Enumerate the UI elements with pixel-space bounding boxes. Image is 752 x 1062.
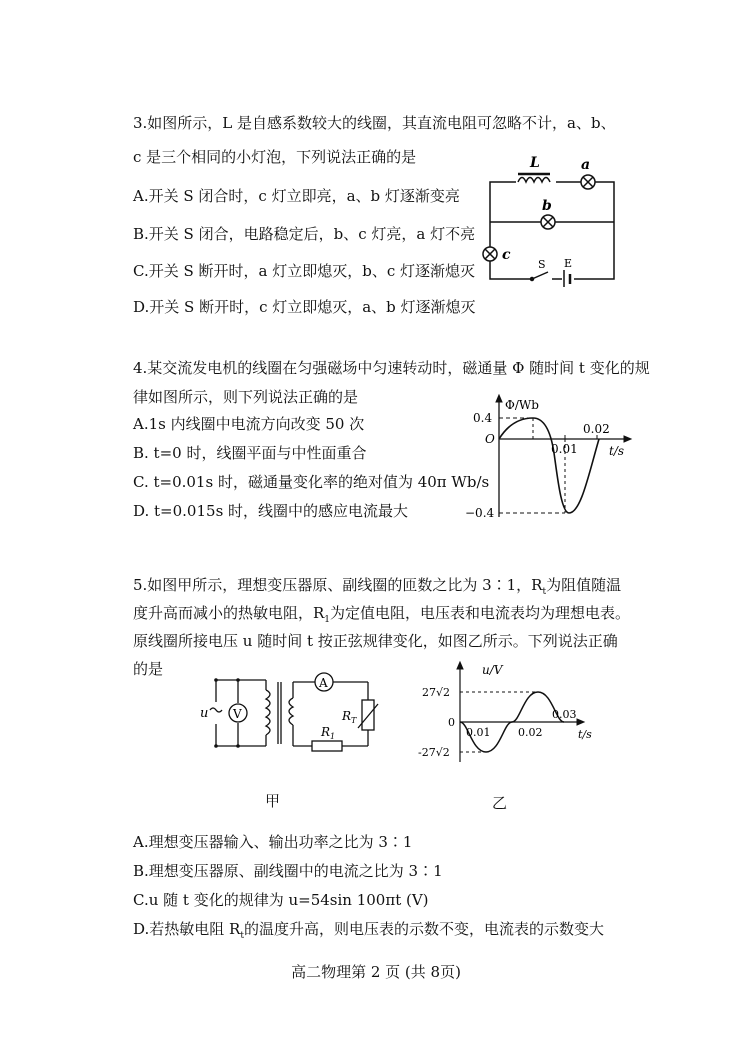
voltmeter-icon: V: [233, 707, 242, 721]
label-b: b: [542, 198, 552, 214]
q5-voltage-graph: [418, 658, 598, 766]
ammeter-icon: A: [319, 676, 328, 690]
q5-option-d-a: D.若热敏电阻 R: [133, 920, 241, 938]
q5-stem-line2-a: 度升高而减小的热敏电阻，R: [133, 604, 325, 622]
q4-option-c: C. t=0.01s 时，磁通量变化率的绝对值为 40π Wb/s: [133, 473, 490, 491]
q4-xtick-1: 0.01: [551, 442, 578, 456]
q5-stem-line1-b: 为阻值随温: [546, 576, 622, 594]
q3-stem-line1: 3.如图所示，L 是自感系数较大的线圈，其直流电阻可忽略不计，a、b、: [133, 114, 616, 132]
q4-stem-line2: 律如图所示，则下列说法正确的是: [133, 388, 359, 406]
q4-option-d: D. t=0.015s 时，线圈中的感应电流最大: [133, 502, 409, 520]
q5-option-d-b: 的温度升高，则电压表的示数不变，电流表的示数变大: [243, 920, 604, 938]
q4-origin: O: [485, 432, 495, 446]
q5-fig-rt: $R_T$: [342, 709, 357, 725]
q5-stem-line2: [133, 603, 630, 630]
label-a: a: [581, 157, 591, 173]
q5-option-a: A.理想变压器输入、输出功率之比为 3∶1: [133, 833, 413, 851]
page-footer: 高二物理第 2 页 (共 8页): [291, 963, 461, 981]
q5-option-b: B.理想变压器原、副线圈中的电流之比为 3∶1: [133, 862, 443, 880]
q3-option-c: C.开关 S 断开时，a 灯立即熄灭，b、c 灯逐渐熄灭: [133, 262, 476, 280]
q4-xlabel: t/s: [609, 444, 625, 458]
q5-graph-xtick-2: 0.02: [518, 726, 543, 739]
q5-r1-sub: 1: [324, 615, 331, 625]
q5-graph-ylabel: u/V: [482, 663, 503, 677]
q3-option-d: D.开关 S 断开时，c 灯立即熄灭，a、b 灯逐渐熄灭: [133, 298, 476, 316]
label-S: S: [538, 258, 546, 271]
q5-stem-line3: 原线圈所接电压 u 随时间 t 按正弦规律变化，如图乙所示。下列说法正确: [133, 632, 618, 650]
q4-option-a: A.1s 内线圈中电流方向改变 50 次: [133, 415, 365, 433]
q5-fig-u: u: [200, 706, 209, 721]
q5-graph-ytick-top: 27√2: [422, 686, 451, 699]
q5-stem-line1: [133, 575, 621, 602]
label-L: L: [530, 155, 540, 171]
q5-option-d-sub: t: [240, 931, 244, 941]
q3-option-b: B.开关 S 闭合，电路稳定后，b、c 灯亮，a 灯不亮: [133, 225, 476, 243]
q5-graph-xlabel: t/s: [578, 728, 592, 741]
q5-stem-line4: 的是: [133, 660, 164, 678]
q4-ylabel: Φ/Wb: [505, 398, 539, 412]
q5-graph-zero: 0: [448, 716, 455, 729]
q5-fig-caption-a: 甲: [265, 792, 281, 810]
q4-ytick-bottom: −0.4: [465, 506, 495, 520]
q3-circuit-diagram: [478, 152, 628, 287]
q3-stem-line2: c 是三个相同的小灯泡，下列说法正确的是: [133, 148, 417, 166]
q5-option-d: [133, 919, 604, 946]
q5-stem-line2-b: 为定值电阻，电压表和电流表均为理想电表。: [330, 604, 631, 622]
q5-graph-ytick-bottom: -27√2: [418, 746, 450, 759]
q3-option-a: A.开关 S 闭合时，c 灯立即亮，a、b 灯逐渐变亮: [133, 187, 460, 205]
q5-stem-line1-a: 5.如图甲所示，理想变压器原、副线圈的匝数之比为 3∶1，R: [133, 576, 543, 594]
q5-option-c: C.u 随 t 变化的规律为 u=54sin 100πt (V): [133, 891, 429, 909]
q5-rt-sub: t: [542, 587, 547, 597]
q4-flux-graph: [465, 393, 640, 523]
q4-xtick-2: 0.02: [583, 422, 610, 436]
q4-stem-line1: 4.某交流发电机的线圈在匀强磁场中匀速转动时，磁通量 Φ 随时间 t 变化的规: [133, 359, 650, 377]
q5-graph-xtick-3: 0.03: [552, 708, 577, 721]
q5-graph-xtick-1: 0.01: [466, 726, 491, 739]
q5-fig-caption-b: 乙: [492, 794, 508, 812]
q5-fig-r1: $R_1$: [321, 725, 336, 741]
q4-option-b: B. t=0 时，线圈平面与中性面重合: [133, 444, 367, 462]
q4-ytick-top: 0.4: [473, 411, 493, 425]
q5-transformer-diagram: [196, 670, 386, 760]
label-c: c: [502, 247, 511, 263]
label-E: E: [564, 257, 573, 270]
